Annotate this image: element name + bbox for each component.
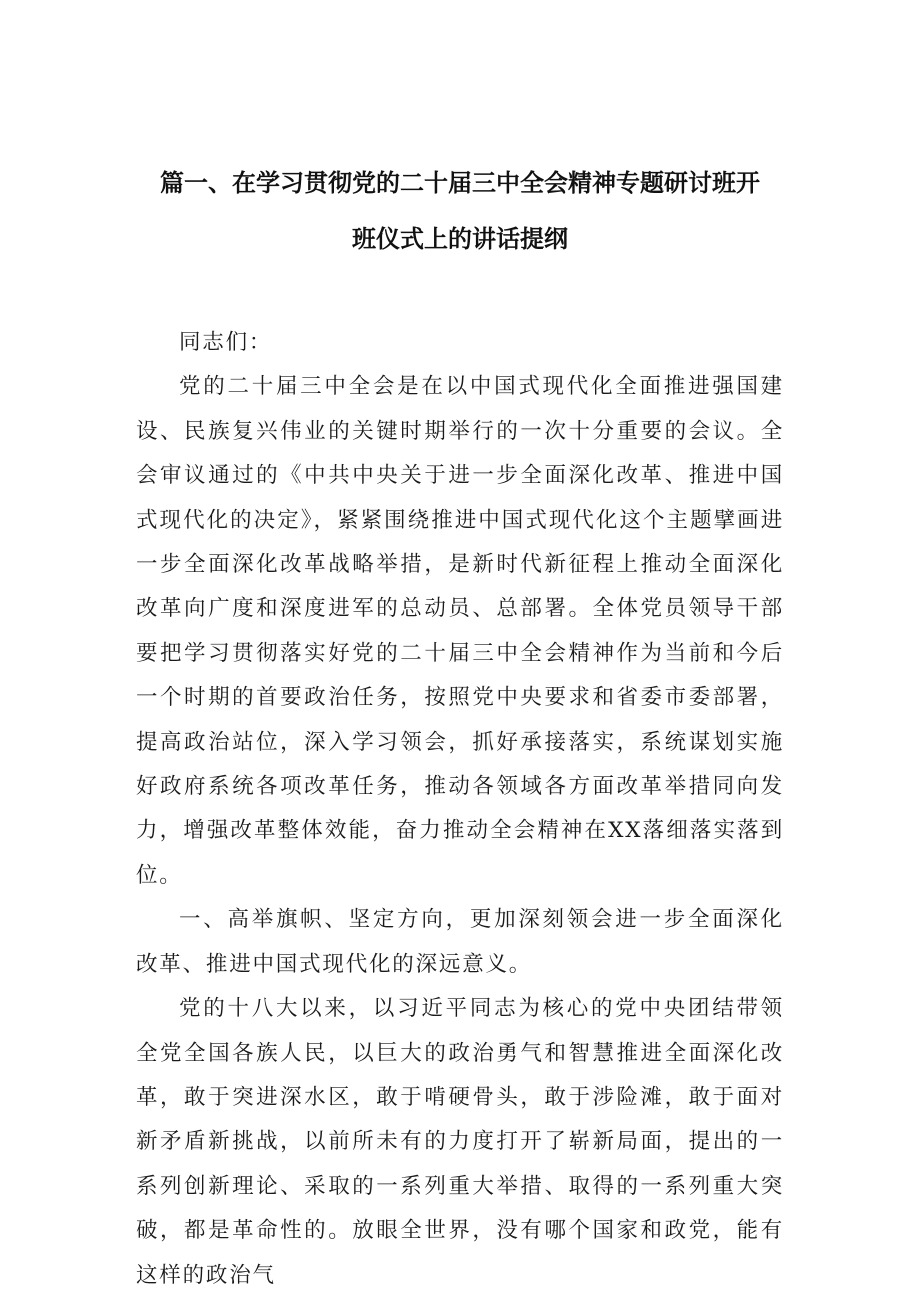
document-body [136, 321, 784, 1298]
salutation: 同志们： [179, 330, 273, 355]
title-line-2: 班仪式上的讲话提纲 [352, 225, 568, 253]
title-line-1: 篇一、在学习贯彻党的二十届三中全会精神专题研讨班开 [160, 169, 760, 197]
paragraph-section-1: 党的十八大以来，以习近平同志为核心的党中央团结带领全党全国各族人民，以巨大的政治勇气和智慧推进全面深化改革，敢于突进深水区，敢于啃硬骨头，敢于涉险滩，敢于面对新矛盾新挑战，以前所未有的力度打开了崭新局面，提出的一系列创新理论、采取的一系列重大举措、取得的一系列重大突破，都是革命性的。放眼全世界，没有哪个国家和政党，能有这样的政治气 [136, 996, 784, 1288]
document-title [0, 155, 920, 267]
section-heading-1: 一、高举旗帜、坚定方向，更加深刻领会进一步全面深化改革、推进中国式现代化的深远意义。 [136, 907, 784, 977]
paragraph-intro: 党的二十届三中全会是在以中国式现代化全面推进强国建设、民族复兴伟业的关键时期举行的一次十分重要的会议。全会审议通过的《中共中央关于进一步全面深化改革、推进中国式现代化的决定》，紧紧围绕推进中国式现代化这个主题擘画进一步全面深化改革战略举措，是新时代新征程上推动全面深化改革向广度和深度进军的总动员、总部署。全体党员领导干部要把学习贯彻落实好党的二十届三中全会精神作为当前和今后一个时期的首要政治任务，按照党中央要求和省委市委部署，提高政治站位，深入学习领会，抓好承接落实，系统谋划实施好政府系统各项改革任务，推动各领域各方面改革举措同向发力，增强改革整体效能，奋力推动全会精神在XX落细落实落到位。 [136, 374, 784, 888]
